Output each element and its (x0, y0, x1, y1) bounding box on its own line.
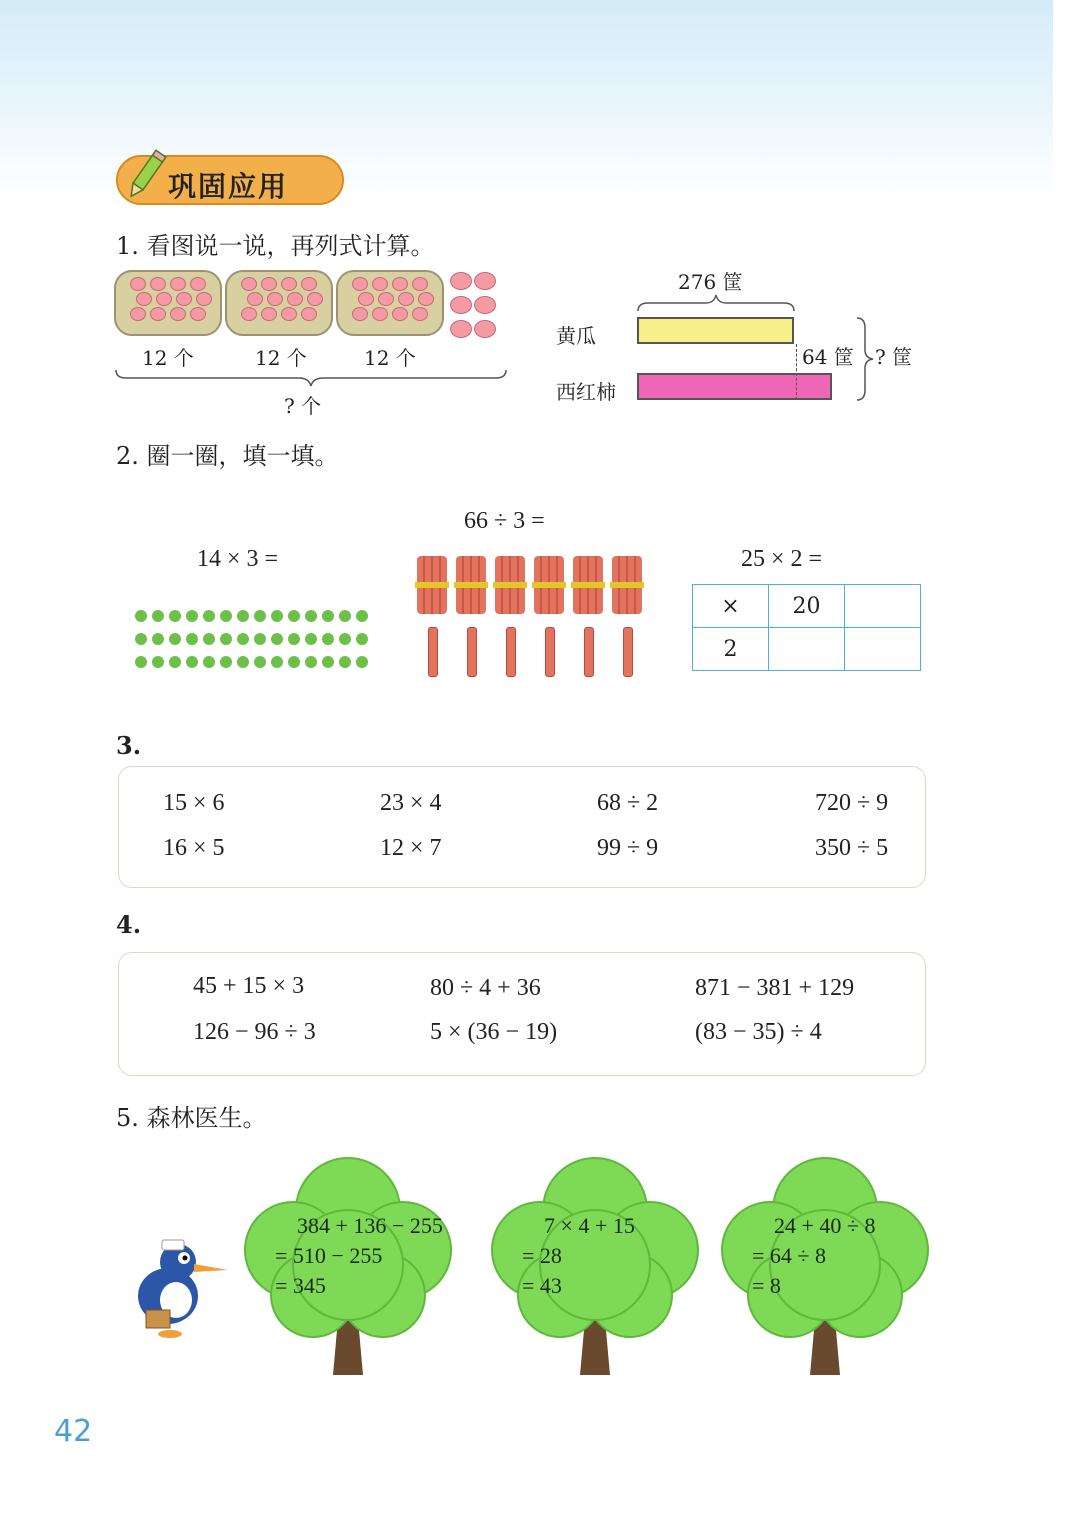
q3-item: 16 × 5 (163, 835, 225, 861)
counter-dot (220, 633, 232, 645)
egg (307, 292, 323, 306)
q5-prompt: 5. 森林医生。 (116, 1104, 267, 1132)
counter-dot (339, 610, 351, 622)
counter-dot (322, 610, 334, 622)
row-label-cucumber: 黄瓜 (556, 324, 596, 348)
single-stick (545, 627, 555, 677)
counter-dot (237, 610, 249, 622)
egg (170, 277, 186, 291)
q2-prompt: 2. 圈一圈，填一填。 (116, 442, 339, 470)
q3-item: 720 ÷ 9 (815, 790, 889, 816)
egg (474, 296, 496, 314)
egg (130, 277, 146, 291)
bundle-band (493, 582, 527, 588)
single-stick (506, 627, 516, 677)
eq-25x2: 25 × 2 = (741, 546, 823, 572)
total-label: ? 筐 (875, 345, 913, 369)
tree-equation-line: = 64 ÷ 8 (752, 1243, 826, 1268)
counter-dot (135, 633, 147, 645)
counter-dot (237, 656, 249, 668)
q4-box (118, 952, 926, 1076)
q4-label: 4. (116, 910, 142, 939)
counter-dot (203, 633, 215, 645)
egg (392, 277, 408, 291)
egg (301, 277, 317, 291)
q3-box (118, 766, 926, 888)
egg (372, 277, 388, 291)
counter-dot (356, 633, 368, 645)
tree-equation-line: 384 + 136 − 255 (297, 1213, 443, 1238)
section-title: 巩固应用 (168, 170, 289, 203)
counter-dot (220, 656, 232, 668)
counter-dot (220, 610, 232, 622)
q3-item: 350 ÷ 5 (815, 835, 889, 861)
egg (247, 292, 263, 306)
egg (136, 292, 152, 306)
q1-prompt: 1. 看图说一说，再列式计算。 (116, 232, 435, 260)
counter-dot (339, 656, 351, 668)
bar-top-brace (636, 293, 798, 313)
q4-item: 871 − 381 + 129 (695, 975, 855, 1001)
counter-dot (254, 656, 266, 668)
tree-equation-line: = 28 (522, 1243, 562, 1268)
counter-dot (288, 610, 300, 622)
total-brace (855, 316, 877, 402)
egg (267, 292, 283, 306)
page-edge (1053, 0, 1080, 1527)
bundle-band (532, 582, 566, 588)
counter-dot (135, 610, 147, 622)
row-label-tomato: 西红柿 (556, 380, 616, 404)
egg (418, 292, 434, 306)
egg (352, 307, 368, 321)
egg (392, 307, 408, 321)
counter-dot (305, 610, 317, 622)
egg (281, 277, 297, 291)
egg (474, 320, 496, 338)
q4-item: 5 × (36 − 19) (430, 1019, 558, 1045)
counter-dot (152, 633, 164, 645)
bundle-band (415, 582, 449, 588)
q3-item: 12 × 7 (380, 835, 442, 861)
counter-dot (152, 656, 164, 668)
q4-item: 80 ÷ 4 + 36 (430, 975, 541, 1001)
egg-label-3: 12 个 (364, 346, 416, 370)
counter-dot (169, 633, 181, 645)
diff-dashed-line (796, 344, 797, 400)
egg (170, 307, 186, 321)
page-number: 42 (54, 1414, 93, 1449)
eq-14x3: 14 × 3 = (197, 546, 279, 572)
bundle-band (610, 582, 644, 588)
counter-dot (288, 656, 300, 668)
pencil-icon (122, 145, 170, 205)
egg (281, 307, 297, 321)
q4-item: 45 + 15 × 3 (193, 973, 305, 999)
single-stick (467, 627, 477, 677)
counter-dot (322, 656, 334, 668)
egg (301, 307, 317, 321)
bar-top-label: 276 筐 (678, 270, 743, 294)
counter-dot (186, 610, 198, 622)
counter-dot (305, 656, 317, 668)
egg (450, 320, 472, 338)
egg (450, 296, 472, 314)
egg (474, 272, 496, 290)
counter-dot (169, 610, 181, 622)
q4-item: (83 − 35) ÷ 4 (695, 1019, 822, 1045)
grid-cell: × (693, 585, 769, 628)
egg (287, 292, 303, 306)
counter-dot (254, 610, 266, 622)
single-stick (584, 627, 594, 677)
egg (261, 307, 277, 321)
tree-equation-line: = 345 (275, 1273, 326, 1298)
counter-dot (356, 610, 368, 622)
egg (398, 292, 414, 306)
egg (130, 307, 146, 321)
egg (150, 307, 166, 321)
tree-equation-line: = 510 − 255 (275, 1243, 383, 1268)
eq-66div3: 66 ÷ 3 = (464, 508, 545, 534)
egg-label-1: 12 个 (142, 346, 194, 370)
counter-dot (305, 633, 317, 645)
grid-answer-cell[interactable] (769, 628, 845, 671)
counter-dot (288, 633, 300, 645)
counter-dot (203, 610, 215, 622)
egg (241, 307, 257, 321)
q4-item: 126 − 96 ÷ 3 (193, 1019, 316, 1045)
egg (150, 277, 166, 291)
egg (412, 307, 428, 321)
counter-dot (271, 656, 283, 668)
counter-dot (356, 656, 368, 668)
diff-label: 64 筐 (802, 345, 854, 369)
egg (378, 292, 394, 306)
counter-dot (339, 633, 351, 645)
egg (196, 292, 212, 306)
counter-dot (135, 656, 147, 668)
q3-item: 68 ÷ 2 (597, 790, 659, 816)
egg (352, 277, 368, 291)
counter-dot (322, 633, 334, 645)
egg (372, 307, 388, 321)
egg (190, 307, 206, 321)
bundle-band (454, 582, 488, 588)
counter-dot (186, 633, 198, 645)
bundle-band (571, 582, 605, 588)
counter-dot (203, 656, 215, 668)
counter-dot (271, 633, 283, 645)
counter-dot (152, 610, 164, 622)
tree-equation-line: 24 + 40 ÷ 8 (774, 1213, 876, 1238)
egg (156, 292, 172, 306)
single-stick (428, 627, 438, 677)
counter-dot (237, 633, 249, 645)
tree-equation-line: = 8 (752, 1273, 781, 1298)
counter-dot (186, 656, 198, 668)
egg (241, 277, 257, 291)
egg (176, 292, 192, 306)
egg (261, 277, 277, 291)
egg (190, 277, 206, 291)
egg (358, 292, 374, 306)
egg (412, 277, 428, 291)
egg-total-brace (114, 368, 508, 390)
tomato-bar (637, 373, 832, 400)
grid-answer-cell[interactable] (845, 585, 921, 628)
tree-equation-line: = 43 (522, 1273, 562, 1298)
grid-cell: 20 (769, 585, 845, 628)
woodpecker-doctor-icon (124, 1236, 232, 1340)
egg-label-2: 12 个 (255, 346, 307, 370)
single-stick (623, 627, 633, 677)
q3-item: 99 ÷ 9 (597, 835, 659, 861)
q3-item: 15 × 6 (163, 790, 225, 816)
counter-dot (271, 610, 283, 622)
egg-total: ? 个 (284, 394, 322, 418)
counter-dot (169, 656, 181, 668)
grid-answer-cell[interactable] (845, 628, 921, 671)
multiplication-grid (692, 584, 921, 671)
egg (450, 272, 472, 290)
q3-item: 23 × 4 (380, 790, 442, 816)
q3-label: 3. (116, 731, 142, 760)
cucumber-bar (637, 317, 794, 344)
grid-cell: 2 (693, 628, 769, 671)
tree-equation-line: 7 × 4 + 15 (544, 1213, 635, 1238)
counter-dot (254, 633, 266, 645)
